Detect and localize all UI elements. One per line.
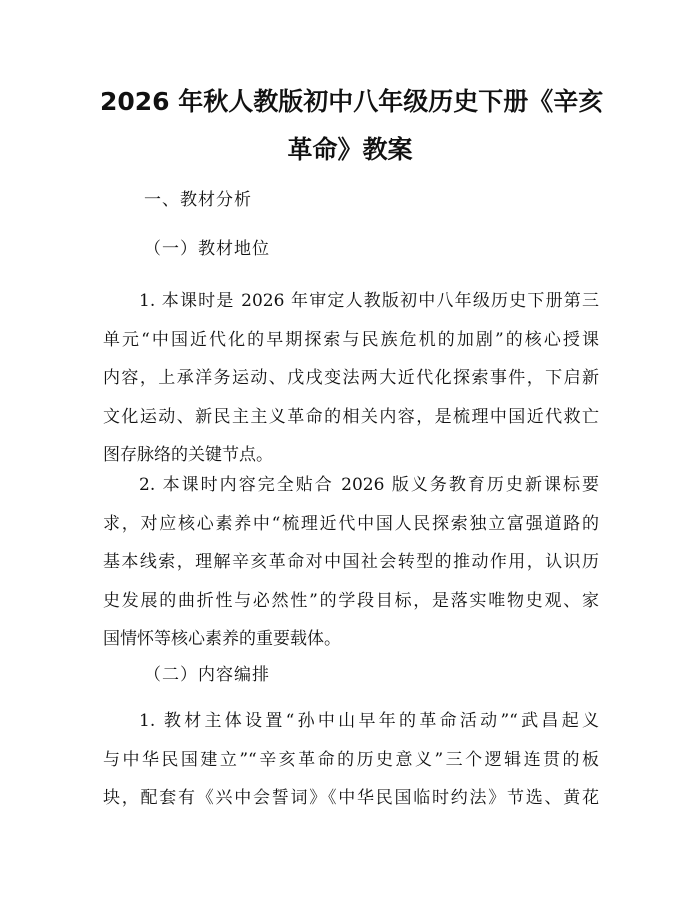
- paragraph-3-line: 块，配套有《兴中会誓词》《中华民国临时约法》节选、黄花: [103, 788, 599, 808]
- paragraph-3-line: 1. 教材主体设置“孙中山早年的革命活动”“武昌起义: [139, 711, 599, 731]
- paragraph-2-line: 史发展的曲折性与必然性”的学段目标，是落实唯物史观、家: [103, 590, 599, 611]
- paragraph-1: [103, 282, 599, 475]
- subsection-heading-content-arrangement: （二）内容编排: [144, 665, 270, 685]
- document-title-line-1: 2026 年秋人教版初中八年级历史下册《辛亥: [100, 87, 604, 116]
- paragraph-2-line: 国情怀等核心素养的重要载体。: [103, 629, 341, 649]
- paragraph-2-line: 2. 本课时内容完全贴合 2026 版义务教育历史新课标要: [139, 475, 599, 495]
- paragraph-2: [103, 466, 599, 659]
- paragraph-2-line: 求，对应核心素养中“梳理近代中国人民探索独立富强道路的: [103, 513, 599, 534]
- paragraph-1-line: 单元“中国近代化的早期探索与民族危机的加剧”的核心授课: [103, 329, 599, 350]
- paragraph-1-line: 图存脉络的关键节点。: [103, 445, 273, 465]
- paragraph-3-line: 与中华民国建立”“辛亥革命的历史意义”三个逻辑连贯的板: [103, 749, 599, 770]
- paragraph-1-line: 文化运动、新民主主义革命的相关内容，是梳理中国近代救亡: [103, 406, 599, 427]
- document-title-line-2: 革命》教案: [287, 135, 413, 164]
- paragraph-2-line: 基本线索，理解辛亥革命对中国社会转型的推动作用，认识历: [103, 552, 599, 572]
- subsection-heading-textbook-position: （一）教材地位: [144, 239, 270, 259]
- section-heading-textbook-analysis: 一、教材分析: [144, 190, 252, 210]
- paragraph-3: [103, 702, 599, 818]
- paragraph-1-line: 1. 本课时是 2026 年审定人教版初中八年级历史下册第三: [139, 291, 599, 311]
- paragraph-1-line: 内容，上承洋务运动、戊戌变法两大近代化探索事件，下启新: [103, 368, 599, 388]
